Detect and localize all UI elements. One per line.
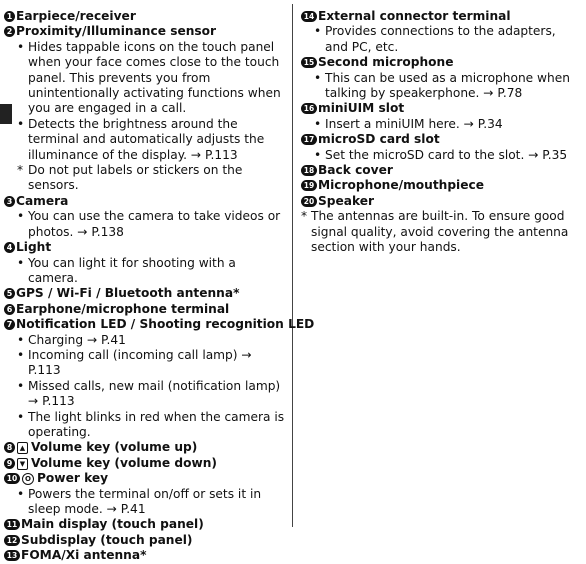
callout-item-12	[4, 533, 287, 548]
callout-number-badge: 20	[301, 196, 317, 207]
callout-number-badge: 3	[4, 196, 15, 207]
callout-bullet: • You can light it for shooting with a camera.	[4, 256, 287, 287]
callout-bullet: • Charging → P.41	[4, 333, 287, 348]
callout-item-5	[4, 286, 287, 301]
callout-title: FOMA/Xi antenna*	[21, 548, 147, 563]
callout-title: Speaker	[318, 193, 375, 208]
callout-number-badge: 7	[4, 319, 15, 330]
callout-item-4	[4, 240, 287, 286]
callout-bullet: • You can use the camera to take videos or photos. → P.138	[4, 209, 287, 240]
callout-item-1	[4, 9, 287, 24]
callout-title: Microphone/mouthpiece	[318, 178, 484, 193]
callout-bullet: • Detects the brightness around the terminal and automatically adjusts the illuminance of the display. → P.113	[4, 117, 287, 163]
callout-number-badge: 16	[301, 103, 317, 114]
callout-item-2	[4, 24, 287, 193]
callout-heading	[4, 471, 287, 486]
callout-heading	[4, 194, 287, 209]
callout-title: miniUIM slot	[318, 101, 405, 116]
callout-heading	[301, 9, 581, 24]
callout-title: External connector terminal	[318, 9, 511, 23]
callout-number-badge: 10	[4, 473, 20, 484]
callout-title: Proximity/Illuminance sensor	[16, 24, 217, 39]
callout-item-6	[4, 302, 287, 317]
callout-title: Volume key (volume up)	[31, 440, 198, 455]
callout-number-badge: 9	[4, 458, 15, 469]
callout-title: Camera	[16, 193, 69, 208]
antenna-footnote: * The antennas are built-in. To ensure good signal quality, avoid covering the antenna section with your hands.	[301, 209, 581, 255]
callout-bullet: • Set the microSD card to the slot. → P.35	[301, 148, 581, 163]
callout-item-3	[4, 194, 287, 240]
callout-heading	[4, 317, 315, 332]
callout-title: Notification LED / Shooting recognition LED	[16, 317, 315, 332]
callout-title: microSD card slot	[318, 132, 440, 147]
callout-item-7	[4, 317, 315, 440]
callout-item-15	[301, 55, 581, 101]
callout-title: Subdisplay (touch panel)	[21, 532, 193, 547]
callout-number-badge: 4	[4, 242, 15, 253]
callout-heading	[4, 240, 287, 255]
callout-bullet: • This can be used as a microphone when talking by speakerphone. → P.78	[301, 71, 581, 102]
callout-number-badge: 6	[4, 304, 15, 315]
callout-number-badge: 8	[4, 442, 15, 453]
callout-title: Main display (touch panel)	[21, 517, 204, 532]
callout-heading	[301, 194, 581, 209]
callout-item-8	[4, 440, 287, 455]
volume-down-key-icon: ▼	[17, 458, 28, 470]
callout-item-19	[301, 178, 581, 193]
callout-heading	[4, 533, 287, 548]
callout-bullet: • Powers the terminal on/off or sets it in sleep mode. → P.41	[4, 487, 287, 518]
callout-heading	[4, 456, 287, 471]
callout-heading	[4, 517, 287, 532]
callout-item-14	[301, 9, 581, 55]
callout-heading	[301, 163, 581, 178]
callout-heading	[301, 178, 581, 193]
callout-title: GPS / Wi-Fi / Bluetooth antenna*	[16, 286, 240, 301]
callout-title: Earphone/microphone terminal	[16, 301, 230, 316]
callout-note: * Do not put labels or stickers on the sensors.	[4, 163, 287, 194]
callout-bullet: • Hides tappable icons on the touch panel when your face comes close to the touch panel. This prevents you from unintentionally activating functions when you are engaged in a call.	[4, 40, 287, 117]
callout-item-11	[4, 517, 287, 532]
volume-up-key-icon: ▲	[17, 442, 28, 454]
callout-item-18	[301, 163, 581, 178]
callout-bullet: • The light blinks in red when the camera is operating.	[4, 410, 287, 441]
callout-item-20	[301, 194, 581, 209]
callout-bullet: • Incoming call (incoming call lamp) → P.113	[4, 348, 287, 379]
callout-heading	[4, 286, 287, 301]
callout-item-17	[301, 132, 581, 163]
callout-item-16	[301, 101, 581, 132]
power-key-icon: O	[22, 473, 34, 485]
callout-heading	[4, 302, 287, 317]
callout-title: Earpiece/receiver	[16, 9, 136, 23]
callout-item-13	[4, 548, 287, 563]
callout-bullet: • Missed calls, new mail (notification lamp) → P.113	[4, 379, 287, 410]
callout-number-badge: 1	[4, 11, 15, 22]
callout-heading	[4, 548, 287, 563]
callout-heading	[4, 24, 287, 39]
callout-number-badge: 2	[4, 26, 15, 37]
callout-number-badge: 18	[301, 165, 317, 176]
callout-item-10	[4, 471, 287, 517]
callout-number-badge: 5	[4, 288, 15, 299]
callout-number-badge: 19	[301, 180, 317, 191]
callout-heading	[4, 9, 287, 24]
callout-title: Back cover	[318, 163, 393, 178]
callout-item-9	[4, 456, 287, 471]
callout-number-badge: 17	[301, 134, 317, 145]
callout-bullet: • Provides connections to the adapters, and PC, etc.	[301, 24, 581, 55]
callout-title: Power key	[37, 471, 109, 486]
callout-heading	[301, 55, 581, 70]
callout-number-badge: 11	[4, 519, 20, 530]
callout-number-badge: 13	[4, 550, 20, 561]
callout-heading	[301, 101, 581, 116]
callout-heading	[4, 440, 287, 455]
callout-heading	[301, 132, 581, 147]
right-column	[301, 9, 581, 256]
callout-title: Volume key (volume down)	[31, 455, 217, 470]
callout-number-badge: 12	[4, 535, 20, 546]
callout-number-badge: 14	[301, 11, 317, 22]
column-divider	[292, 4, 293, 527]
callout-number-badge: 15	[301, 57, 317, 68]
callout-title: Light	[16, 240, 52, 255]
callout-title: Second microphone	[318, 55, 454, 70]
callout-bullet: • Insert a miniUIM here. → P.34	[301, 117, 581, 132]
